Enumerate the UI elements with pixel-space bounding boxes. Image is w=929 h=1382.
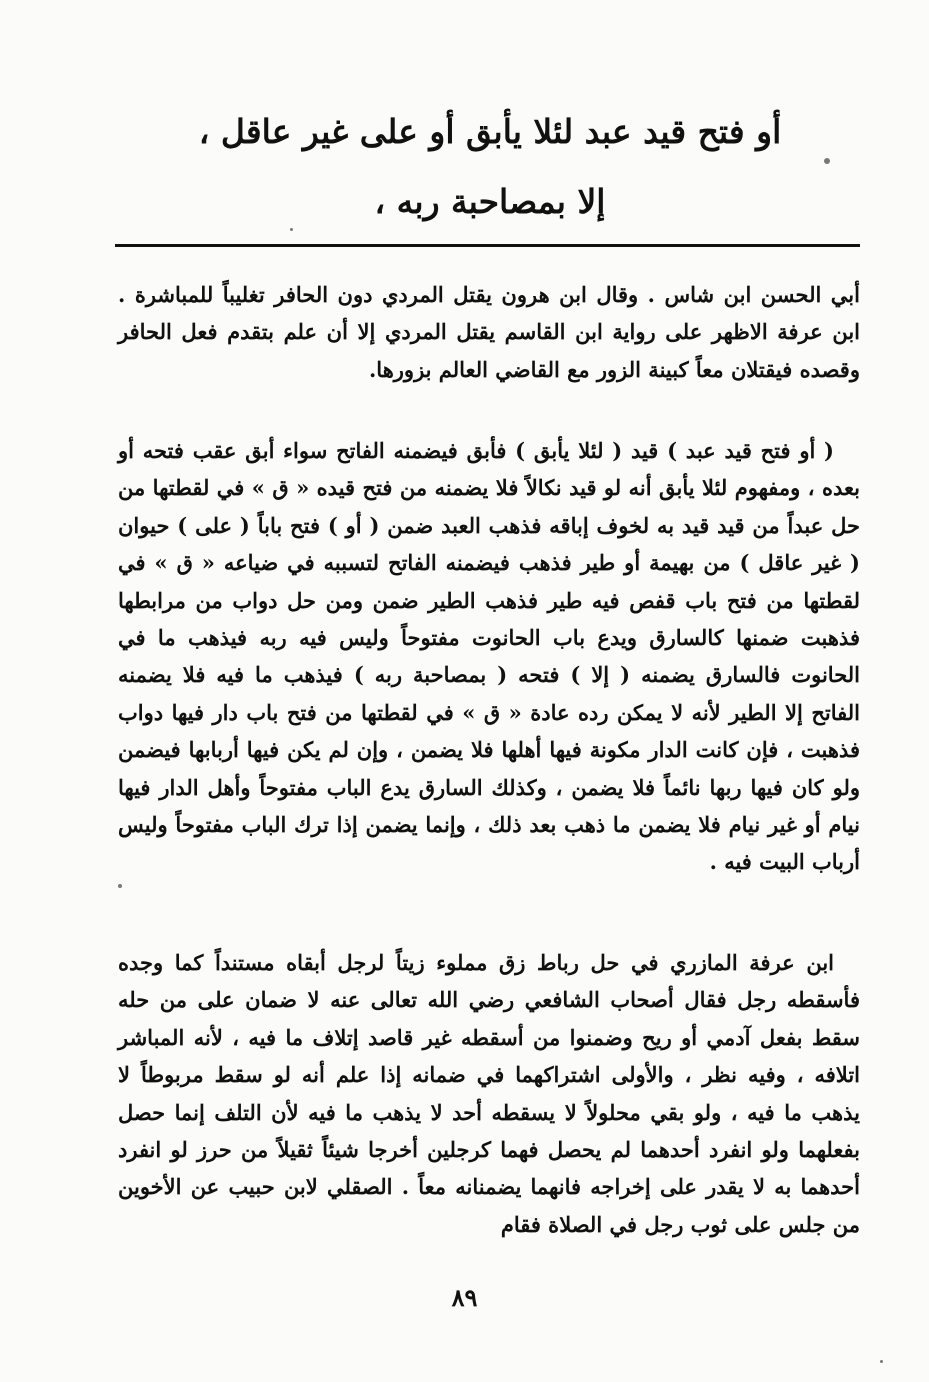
verse-line-2: إلا بمصاحبة ربه ، <box>374 182 606 221</box>
scan-speck <box>880 1360 883 1363</box>
page-number: ٨٩ <box>451 1283 478 1312</box>
scan-speck <box>118 884 122 888</box>
scan-speck <box>824 158 830 164</box>
body-paragraph-1: أبي الحسن ابن شاس . وقال ابن هرون يقتل المردي دون الحافر تغليباً للمباشرة . ابن عرفة الاظهر على رواية ابن القاسم يقتل المردي إلا أن علم بتقدم فعل الحافر وقصده فيقتلان معاً كبينة الزور مع القاضي العالم بزورها. <box>118 282 860 382</box>
header-divider <box>115 244 860 247</box>
verse-line-1: أو فتح قيد عبد لئلا يأبق أو على غير عاقل ، <box>198 112 782 151</box>
scan-speck <box>290 228 293 231</box>
body-paragraph-2: ( أو فتح قيد عبد ) قيد ( لئلا يأبق ) فأبق فيضمنه الفاتح سواء أبق عقب فتحه أو بعده ، ومفهوم لئلا يأبق أنه لو قيد نكالاً فلا يضمنه من فتح قيده « ق » في لقطتها من حل عبداً من قيد قيد به لخوف إباقه فذهب العبد ضمن ( أو ) فتح باباً ( على ) حيوان ( غير عاقل ) من بهيمة أو طير فذهب فيضمنه الفاتح لتسببه في ضياعه « ق » في لقطتها من فتح باب قفص فيه طير فذهب الطير ضمن ومن حل دواب من مرابطها فذهبت ضمنها كالسارق ويدع باب الحانوت مفتوحاً وليس فيه ربه فيذهب ما في الحانوت فالسارق يضمنه ( إلا ) فتحه ( بمصاحبة ربه ) فيذهب ما فيه فلا يضمنه الفاتح إلا الطير لأنه لا يمكن رده عادة « ق » في لقطتها من فتح باب دار فيها دواب فذهبت ، فإن كانت الدار مكونة فيها أهلها فلا يضمن ، وإن لم يكن فيها أربابها فيضمن ولو كان فيها ربها نائماً فلا يضمن ، وكذلك السارق يدع الباب مفتوحاً وأهل الدار فيها نيام أو غير نيام فلا يضمن ما ذهب بعد ذلك ، وإنما يضمن إذا ترك الباب مفتوحاً وليس أرباب البيت فيه . <box>118 438 860 875</box>
body-paragraph-3: ابن عرفة المازري في حل رباط زق مملوء زيتاً لرجل أبقاه مستنداً كما وجده فأسقطه رجل فقال أصحاب الشافعي رضي الله تعالى عنه لا ضمان على من حله سقط بفعل آدمي أو ريح وضمنوا من أسقطه غير قاصد إتلاف ما فيه ، لأنه المباشر اتلافه ، وفيه نظر ، والأولى اشتراكهما في ضمانه إذا علم أنه لو سقط مربوطاً لا يذهب ما فيه ، ولو بقي محلولاً لا يسقطه أحد لا يذهب ما فيه لأن التلف إنما حصل بفعلهما ولو انفرد أحدهما لم يحصل فهما كرجلين أخرجا شيئاً ثقيلاً من حرز لو انفرد أحدهما به لا يقدر على إخراجه فانهما يضمنانه معاً . الصقلي لابن حبيب عن الأخوين من جلس على ثوب رجل في الصلاة فقام <box>118 950 860 1237</box>
